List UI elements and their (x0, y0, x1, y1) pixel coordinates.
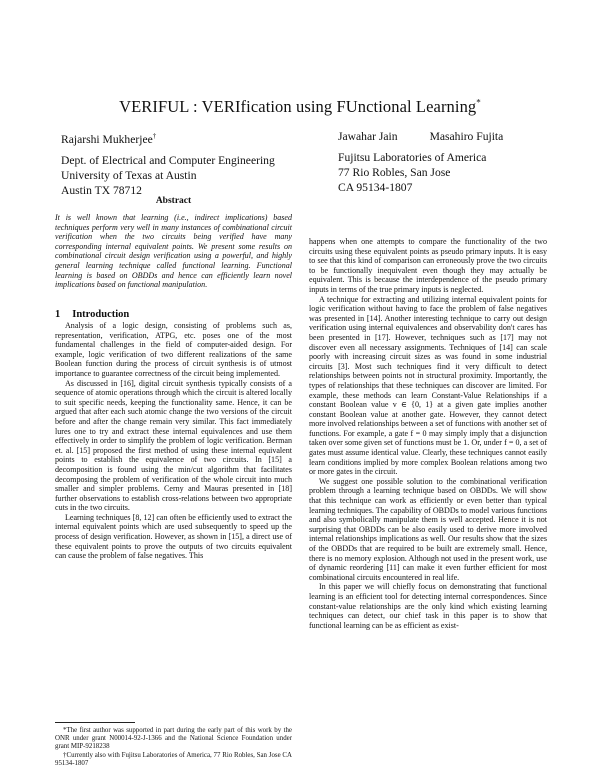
paragraph: In this paper we will chiefly focus on demonstrating that functional learning is an efficient tool for detecting internal correspondences. Since constant-value relationships are the only kind which existing learning techniques can detect, our chief task in this paper is to show that functional learning can be as efficient as exist- (309, 582, 547, 630)
footnote: †Currently also with Fujitsu Laboratories of America, 77 Rio Robles, San Jose CA 95134-1807 (55, 751, 292, 767)
paragraph: As discussed in [16], digital circuit synthesis typically consists of a sequence of atomic operations through which the circuit is altered locally to suit specific needs, keeping the functionality same. Hence, it can be argued that after each such atomic change the two versions of the circuit before and after the change remain very similar. This fact immediately lures one to try and extract these internal equivalences and use them effectively in order to simplify the problem of logic verification. Berman et. al. [15] proposed the first method of using these internal equivalent points to establish the equivalence of two circuits. In [15] a decomposition is found using the min/cut algorithm that facilitates decomposing the problem of verification of the whole circuit into much smaller and simpler problems. Cerny and Mauras presented in [18] further observations to establish cross-relations between two appropriate cuts in the two circuits. (55, 378, 292, 513)
paragraph: A technique for extracting and utilizing internal equivalent points for logic verification without having to face the problem of false negatives was presented in [14]. Another interesting technique to carry out design verification using internal equivalences and observability don't cares has been presented in [17]. However, techniques such as [17] may not discover even all necessary assignments. Techniques of [14] can scale poorly with increasing circuit sizes as was found in some industrial circuits [3]. Most such techniques find it very difficult to detect relationships between points not in structural proximity. Importantly, the types of relationships that these techniques can discover are limited. For example, these methods can learn Constant-Value Relationships if a constant Boolean value v ∈ {0, 1} at a given gate implies another constant Boolean value at another gate. However, they cannot detect more involved relationships between a set of functions with another set of functions. For example, a gate f = 0 may simply imply that a disjunction taken over some given set of functions must be 1. Or, under f = 0, a set of gates must assume identical value. Clearly, these techniques cannot easily learn conditions implied by more complex Boolean relations among two or more gates in the circuit. (309, 294, 547, 477)
section-title: Introduction (72, 309, 130, 320)
author-names-right (338, 129, 503, 144)
footnote: *The first author was supported in part during the early part of this work by the ONR under grant N00014-92-J-1366 and the National Science Foundation under grant MIP-9218238 (55, 727, 292, 751)
author-name: Masahiro Fujita (429, 130, 504, 143)
footnote-rule (55, 722, 135, 723)
section-heading (55, 309, 129, 320)
affiliation-line: Fujitsu Laboratories of America (338, 151, 487, 164)
left-column-body (55, 321, 292, 561)
affiliation-line: University of Texas at Austin (61, 168, 197, 182)
affiliation-line: CA 95134-1807 (338, 181, 413, 194)
author-footnote-mark: † (152, 132, 157, 140)
footnotes (55, 727, 292, 768)
affiliation-line: Austin TX 78712 (61, 183, 142, 197)
paper-title (0, 97, 600, 117)
author-name: Jawahar Jain (338, 130, 398, 143)
abstract-text: It is well known that learning (i.e., indirect implications) based techniques perform very well in many instances of combinational circuit verification when the two circuits being verified have many corresponding internal equivalent points. We present some results on combinational circuit design verification using a powerful, and highly general learning technique called functional learning. Functional learning is based on OBDDs and hence can efficiently learn novel implications based on functional manipulation. (55, 213, 292, 290)
affiliation-line: Dept. of Electrical and Computer Engineering (61, 153, 275, 167)
paragraph: happens when one attempts to compare the functionality of the two circuits using these equivalent points as pseudo primary inputs. It is easy to see that this kind of comparison can erroneously prove the two circuits to be functionally inequivalent even though they may actually be equivalent. This is because the interdependence of the pseudo primary inputs in terms of the true primary inputs is neglected. (309, 237, 547, 294)
author-block-right (338, 129, 503, 195)
author-name-left: Rajarshi Mukherjee† (61, 132, 157, 146)
abstract-heading: Abstract (155, 196, 192, 206)
paper-title-text: VERIFUL : VERIfication using FUnctional Learning (119, 97, 477, 116)
section-number: 1 (55, 309, 61, 320)
title-footnote-mark: * (476, 97, 481, 108)
paragraph: We suggest one possible solution to the combinational verification problem through a learning technique based on OBDDs. We will show that this technique can work as efficiently or even better than typical learning techniques. The capability of OBDDs to model various functions and also symbolically manipulate them is well accepted. Hence it is not surprising that OBDDs can be also easily used to derive more involved internal relationships implications as well. Our results show that the sizes of the OBDDs that are required to be built are extremely small. Hence, there is no memory explosion. Although not used in the present work, use of dynamic reordering [11] can make it even further efficient for most combinational circuits encountered in real life. (309, 476, 547, 582)
paragraph: Learning techniques [8, 12] can often be efficiently used to extract the internal equivalent points which are used subsequently to speed up the process of design verification. However, as shown in [15], a direct use of these equivalent points to prove the outputs of two circuits equivalent can cause the problem of false negatives. This (55, 512, 292, 561)
right-column-body (309, 237, 547, 630)
affiliation-line: 77 Rio Robles, San Jose (338, 166, 451, 179)
author-block-left (61, 129, 275, 198)
paragraph: Analysis of a logic design, consisting of problems such as, representation, verification, ATPG, etc. poses one of the most fundamental challenges in the field of computer-aided design. For example, logic verification of two different realizations of the same Boolean function during the process of circuit synthesis is of utmost importance to guarantee correctness of the circuit being implemented. (55, 321, 292, 378)
